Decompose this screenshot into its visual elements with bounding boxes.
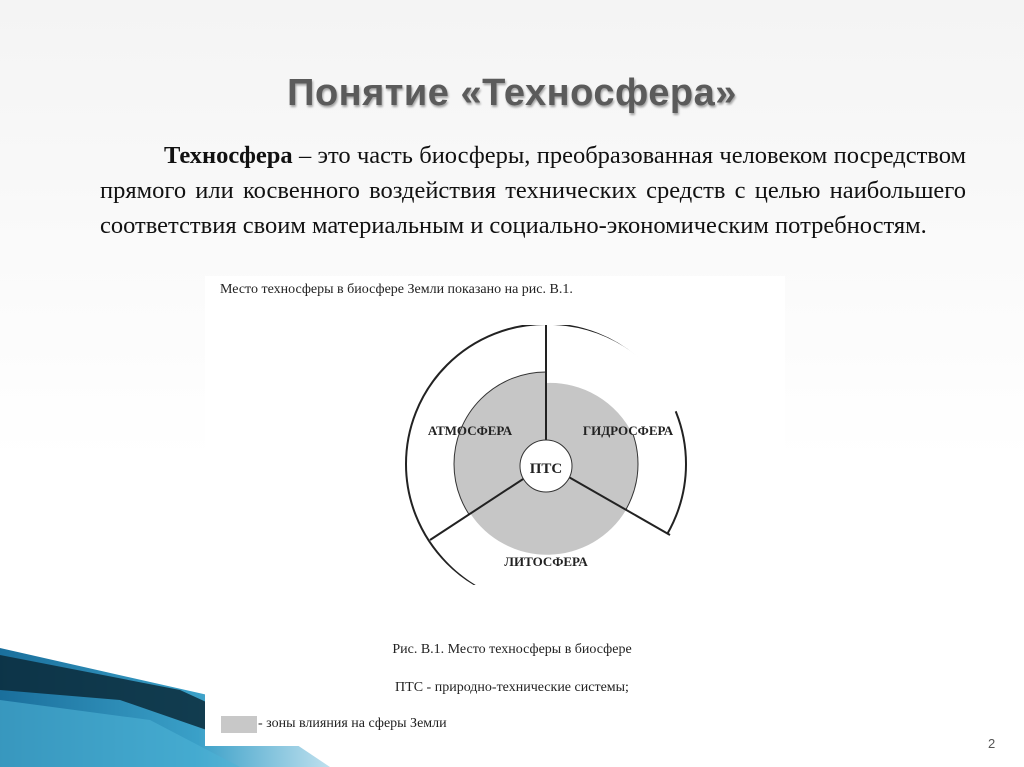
sector-label-lithosphere: ЛИТОСФЕРА (504, 554, 588, 569)
pts-label: ПТС (529, 461, 563, 477)
slide-title: Понятие «Техносфера» (287, 72, 737, 114)
figure-intro-caption: Место техносферы в биосфере Земли показано на рис. В.1. (220, 282, 573, 297)
figure-caption: Рис. В.1. Место техносферы в биосфере (392, 642, 632, 657)
legend-swatch (221, 716, 257, 733)
definition-term: Техносфера (164, 142, 293, 169)
technosphere-diagram (400, 325, 700, 585)
sector-label-hydrosphere: ГИДРОСФЕРА (582, 423, 674, 438)
definition-paragraph (100, 138, 966, 243)
figure-abbrev-note: ПТС - природно-технические системы; (395, 680, 629, 695)
sector-label-atmosphere: АТМОСФЕРА (427, 423, 513, 438)
definition-text: – это часть биосферы, преобразованная человеком посредством прямого или косвенного воздействия технических средств с целью наибольшего соответствия своим материальным и социально-экономическим потребностям. (100, 142, 966, 239)
legend-text: - зоны влияния на сферы Земли (258, 716, 447, 731)
page-number: 2 (988, 736, 996, 751)
